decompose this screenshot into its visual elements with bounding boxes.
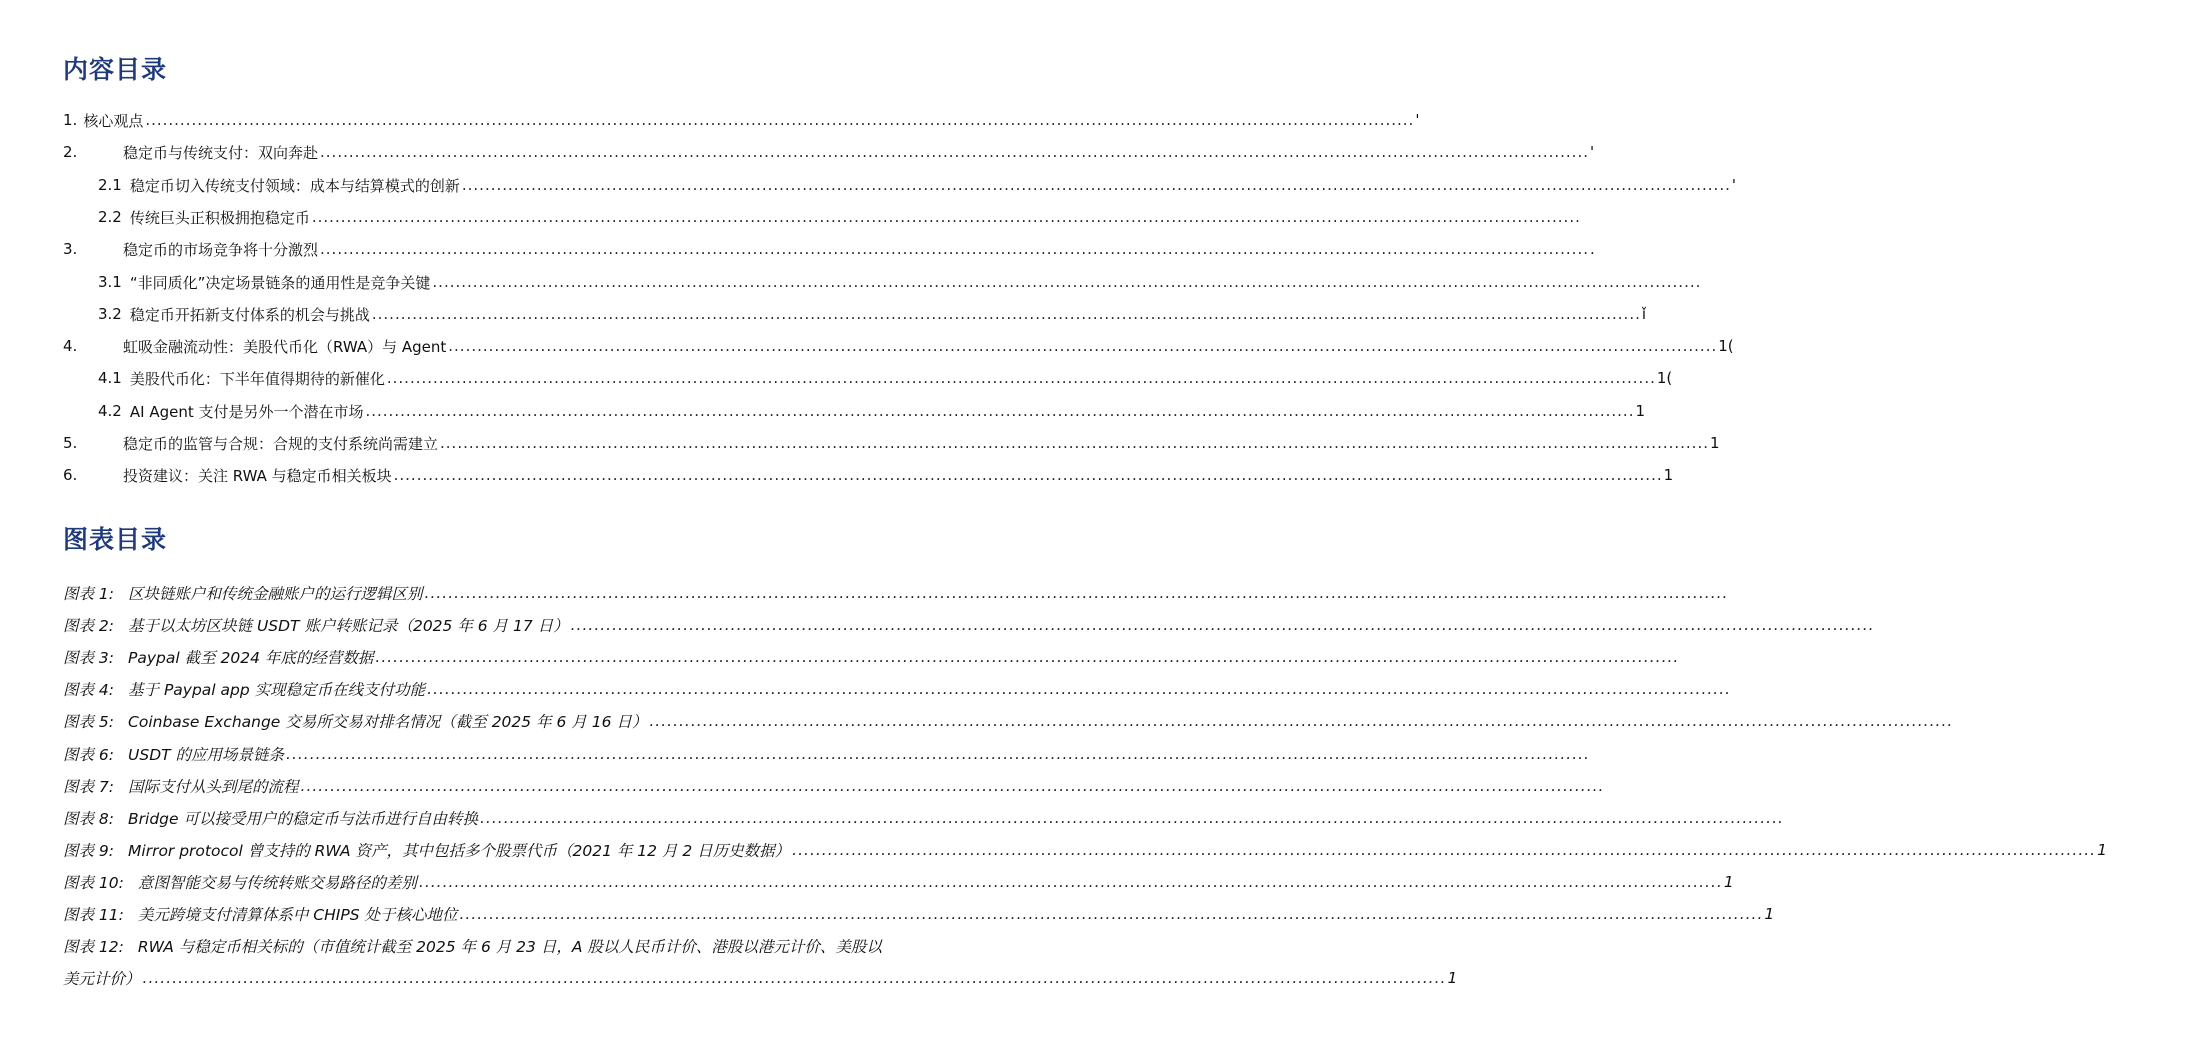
toc-entry[interactable] — [0, 172, 1736, 198]
entry-page-number: 1 — [1663, 466, 1674, 484]
entry-number: 图表 3: — [63, 649, 115, 667]
entry-number: 1. — [63, 111, 78, 129]
dot-leader: ............................................................................................................................................................................................................................ — [145, 111, 1415, 129]
figure-entry[interactable] — [0, 676, 1732, 702]
entry-title: Paypal 截至 2024 年底的经营数据 — [128, 649, 374, 667]
entry-title: 美股代币化：下半年值得期待的新催化 — [129, 369, 385, 388]
entry-title: 美元计价） — [63, 970, 141, 988]
figure-entry[interactable] — [0, 805, 1784, 831]
entry-page-number: ' — [1415, 111, 1420, 129]
figure-entry[interactable] — [0, 869, 1734, 895]
entry-page-number: 1 — [1710, 434, 1720, 452]
dot-leader: ............................................................................................................................................................................................................................ — [432, 273, 1702, 291]
entry-page-number: ' — [1590, 143, 1595, 161]
entry-number: 3.1 — [98, 273, 122, 291]
dot-leader: ............................................................................................................................................................................................................................ — [448, 337, 1718, 355]
entry-page-number: 1 — [1447, 969, 1458, 987]
figure-entry[interactable] — [0, 901, 1775, 927]
toc-entry[interactable] — [0, 462, 1674, 488]
toc-entry[interactable] — [0, 301, 1647, 327]
dot-leader: ............................................................................................................................................................................................................................ — [311, 208, 1581, 226]
toc-entry[interactable] — [0, 107, 1420, 133]
entry-number: 3. — [63, 240, 78, 258]
entry-number: 图表 10: — [63, 874, 124, 892]
entry-number: 图表 2: — [63, 617, 115, 635]
dot-leader: ............................................................................................................................................................................................................................ — [424, 584, 1729, 602]
entry-title: RWA 与稳定币相关标的（市值统计截至 2025 年 6 月 23 日，A 股以人民币计价、港股以港元计价、美股以 — [137, 938, 882, 956]
entry-number: 图表 7: — [63, 778, 115, 796]
entry-title: “非同质化”决定场景链条的通用性是竞争关键 — [129, 273, 431, 292]
entry-number: 图表 8: — [63, 810, 115, 828]
entry-title: 投资建议：关注 RWA 与稳定币相关板块 — [123, 466, 392, 485]
figure-entry[interactable] — [0, 708, 1954, 734]
dot-leader: ............................................................................................................................................................................................................................ — [286, 745, 1590, 763]
dot-leader: ............................................................................................................................................................................................................................ — [792, 841, 2097, 859]
figure-entry[interactable] — [0, 773, 1605, 799]
toc-entry[interactable] — [0, 398, 1646, 424]
entry-title: 稳定币的监管与合规：合规的支付系统尚需建立 — [123, 434, 439, 453]
entry-title: 稳定币与传统支付：双向奔赴 — [123, 143, 319, 162]
entry-title: 核心观点 — [83, 111, 144, 130]
entry-title: 稳定币的市场竞争将十分激烈 — [123, 240, 319, 259]
figure-entry[interactable] — [0, 580, 1729, 606]
entry-number: 图表 11: — [63, 906, 124, 924]
entry-number: 图表 1: — [63, 585, 115, 603]
toc-entry[interactable] — [0, 365, 1673, 391]
dot-leader: ............................................................................................................................................................................................................................ — [371, 305, 1641, 323]
dot-leader: ............................................................................................................................................................................................................................ — [300, 777, 1605, 795]
entry-title: 虹吸金融流动性：美股代币化（RWA）与 Agent — [123, 337, 447, 356]
dot-leader: ............................................................................................................................................................................................................................ — [459, 905, 1764, 923]
dot-leader: ............................................................................................................................................................................................................................ — [427, 680, 1732, 698]
toc-entry[interactable] — [0, 139, 1595, 165]
dot-leader: ............................................................................................................................................................................................................................ — [570, 616, 1875, 634]
entry-title: 基于 Paypal app 实现稳定币在线支付功能 — [128, 681, 426, 699]
entry-title: AI Agent 支付是另外一个潜在市场 — [129, 402, 364, 421]
entry-number: 3.2 — [98, 305, 122, 323]
entry-number: 图表 5: — [63, 713, 115, 731]
entry-number: 图表 6: — [63, 746, 115, 764]
entry-page-number: 1( — [1656, 369, 1673, 387]
toc-entry[interactable] — [0, 236, 1595, 262]
dot-leader: ............................................................................................................................................................................................................................ — [375, 648, 1680, 666]
entry-title: 稳定币切入传统支付领域：成本与结算模式的创新 — [129, 176, 460, 195]
dot-leader: ............................................................................................................................................................................................................................ — [440, 434, 1709, 452]
entry-title: USDT 的应用场景链条 — [128, 746, 285, 764]
entry-number: 图表 9: — [63, 842, 115, 860]
dot-leader: ............................................................................................................................................................................................................................ — [649, 712, 1954, 730]
dot-leader: ............................................................................................................................................................................................................................ — [479, 809, 1784, 827]
entry-number: 2.2 — [98, 208, 122, 226]
entry-title: 稳定币开拓新支付体系的机会与挑战 — [129, 305, 370, 324]
dot-leader: ............................................................................................................................................................................................................................ — [386, 369, 1656, 387]
dot-leader: ............................................................................................................................................................................................................................ — [418, 873, 1723, 891]
entry-number: 4.1 — [98, 369, 122, 387]
entry-title: 国际支付从头到尾的流程 — [128, 778, 299, 796]
entry-number: 图表 4: — [63, 681, 115, 699]
toc-entry[interactable] — [0, 204, 1581, 230]
entry-page-number: . — [1590, 240, 1595, 258]
entry-number: 6. — [63, 466, 78, 484]
figure-entry[interactable] — [0, 644, 1680, 670]
entry-page-number: 1 — [1723, 873, 1734, 891]
figure-entry[interactable] — [0, 741, 1590, 767]
dot-leader: ............................................................................................................................................................................................................................ — [142, 969, 1447, 987]
entry-number: 4. — [63, 337, 78, 355]
dot-leader: ............................................................................................................................................................................................................................ — [320, 143, 1589, 161]
entry-number: 图表 12: — [63, 938, 124, 956]
entry-title: Bridge 可以接受用户的稳定币与法币进行自由转换 — [128, 810, 478, 828]
figure-entry[interactable] — [0, 965, 1458, 991]
entry-title: 传统巨头正积极拥抱稳定币 — [129, 208, 310, 227]
toc-heading: 内容目录 — [63, 55, 168, 84]
entry-page-number: 1( — [1718, 337, 1734, 355]
figure-list-heading: 图表目录 — [63, 525, 168, 554]
dot-leader: ............................................................................................................................................................................................................................ — [320, 240, 1589, 258]
entry-number: 4.2 — [98, 402, 122, 420]
entry-title: Coinbase Exchange 交易所交易对排名情况（截至 2025 年 6 月 16 日） — [128, 713, 648, 731]
entry-title: 区块链账户和传统金融账户的运行逻辑区别 — [128, 585, 423, 603]
toc-entry[interactable] — [0, 430, 1720, 456]
entry-title: 美元跨境支付清算体系中 CHIPS 处于核心地位 — [137, 906, 458, 924]
figure-entry[interactable] — [0, 933, 1022, 959]
dot-leader: ............................................................................................................................................................................................................................ — [461, 176, 1731, 194]
toc-entry[interactable] — [0, 269, 1702, 295]
dot-leader: ............................................................................................................................................................................................................................ — [393, 466, 1663, 484]
entry-title: 意图智能交易与传统转账交易路径的差别 — [137, 874, 417, 892]
entry-page-number: 1 — [1764, 905, 1775, 923]
entry-number: 2. — [63, 143, 78, 161]
figure-entry[interactable] — [0, 612, 1875, 638]
toc-entry[interactable] — [0, 333, 1734, 359]
entry-page-number: ' — [1731, 176, 1736, 194]
entry-page-number: 1 — [1635, 402, 1646, 420]
entry-number: 5. — [63, 434, 78, 452]
entry-page-number: ǐ — [1641, 305, 1647, 323]
entry-number: 2.1 — [98, 176, 122, 194]
figure-entry[interactable] — [0, 837, 2107, 863]
entry-title: Mirror protocol 曾支持的 RWA 资产，其中包括多个股票代币（2021 年 12 月 2 日历史数据） — [128, 842, 791, 860]
entry-title: 基于以太坊区块链 USDT 账户转账记录（2025 年 6 月 17 日） — [128, 617, 569, 635]
dot-leader: ............................................................................................................................................................................................................................ — [365, 402, 1635, 420]
entry-page-number: 1 — [2097, 841, 2107, 859]
